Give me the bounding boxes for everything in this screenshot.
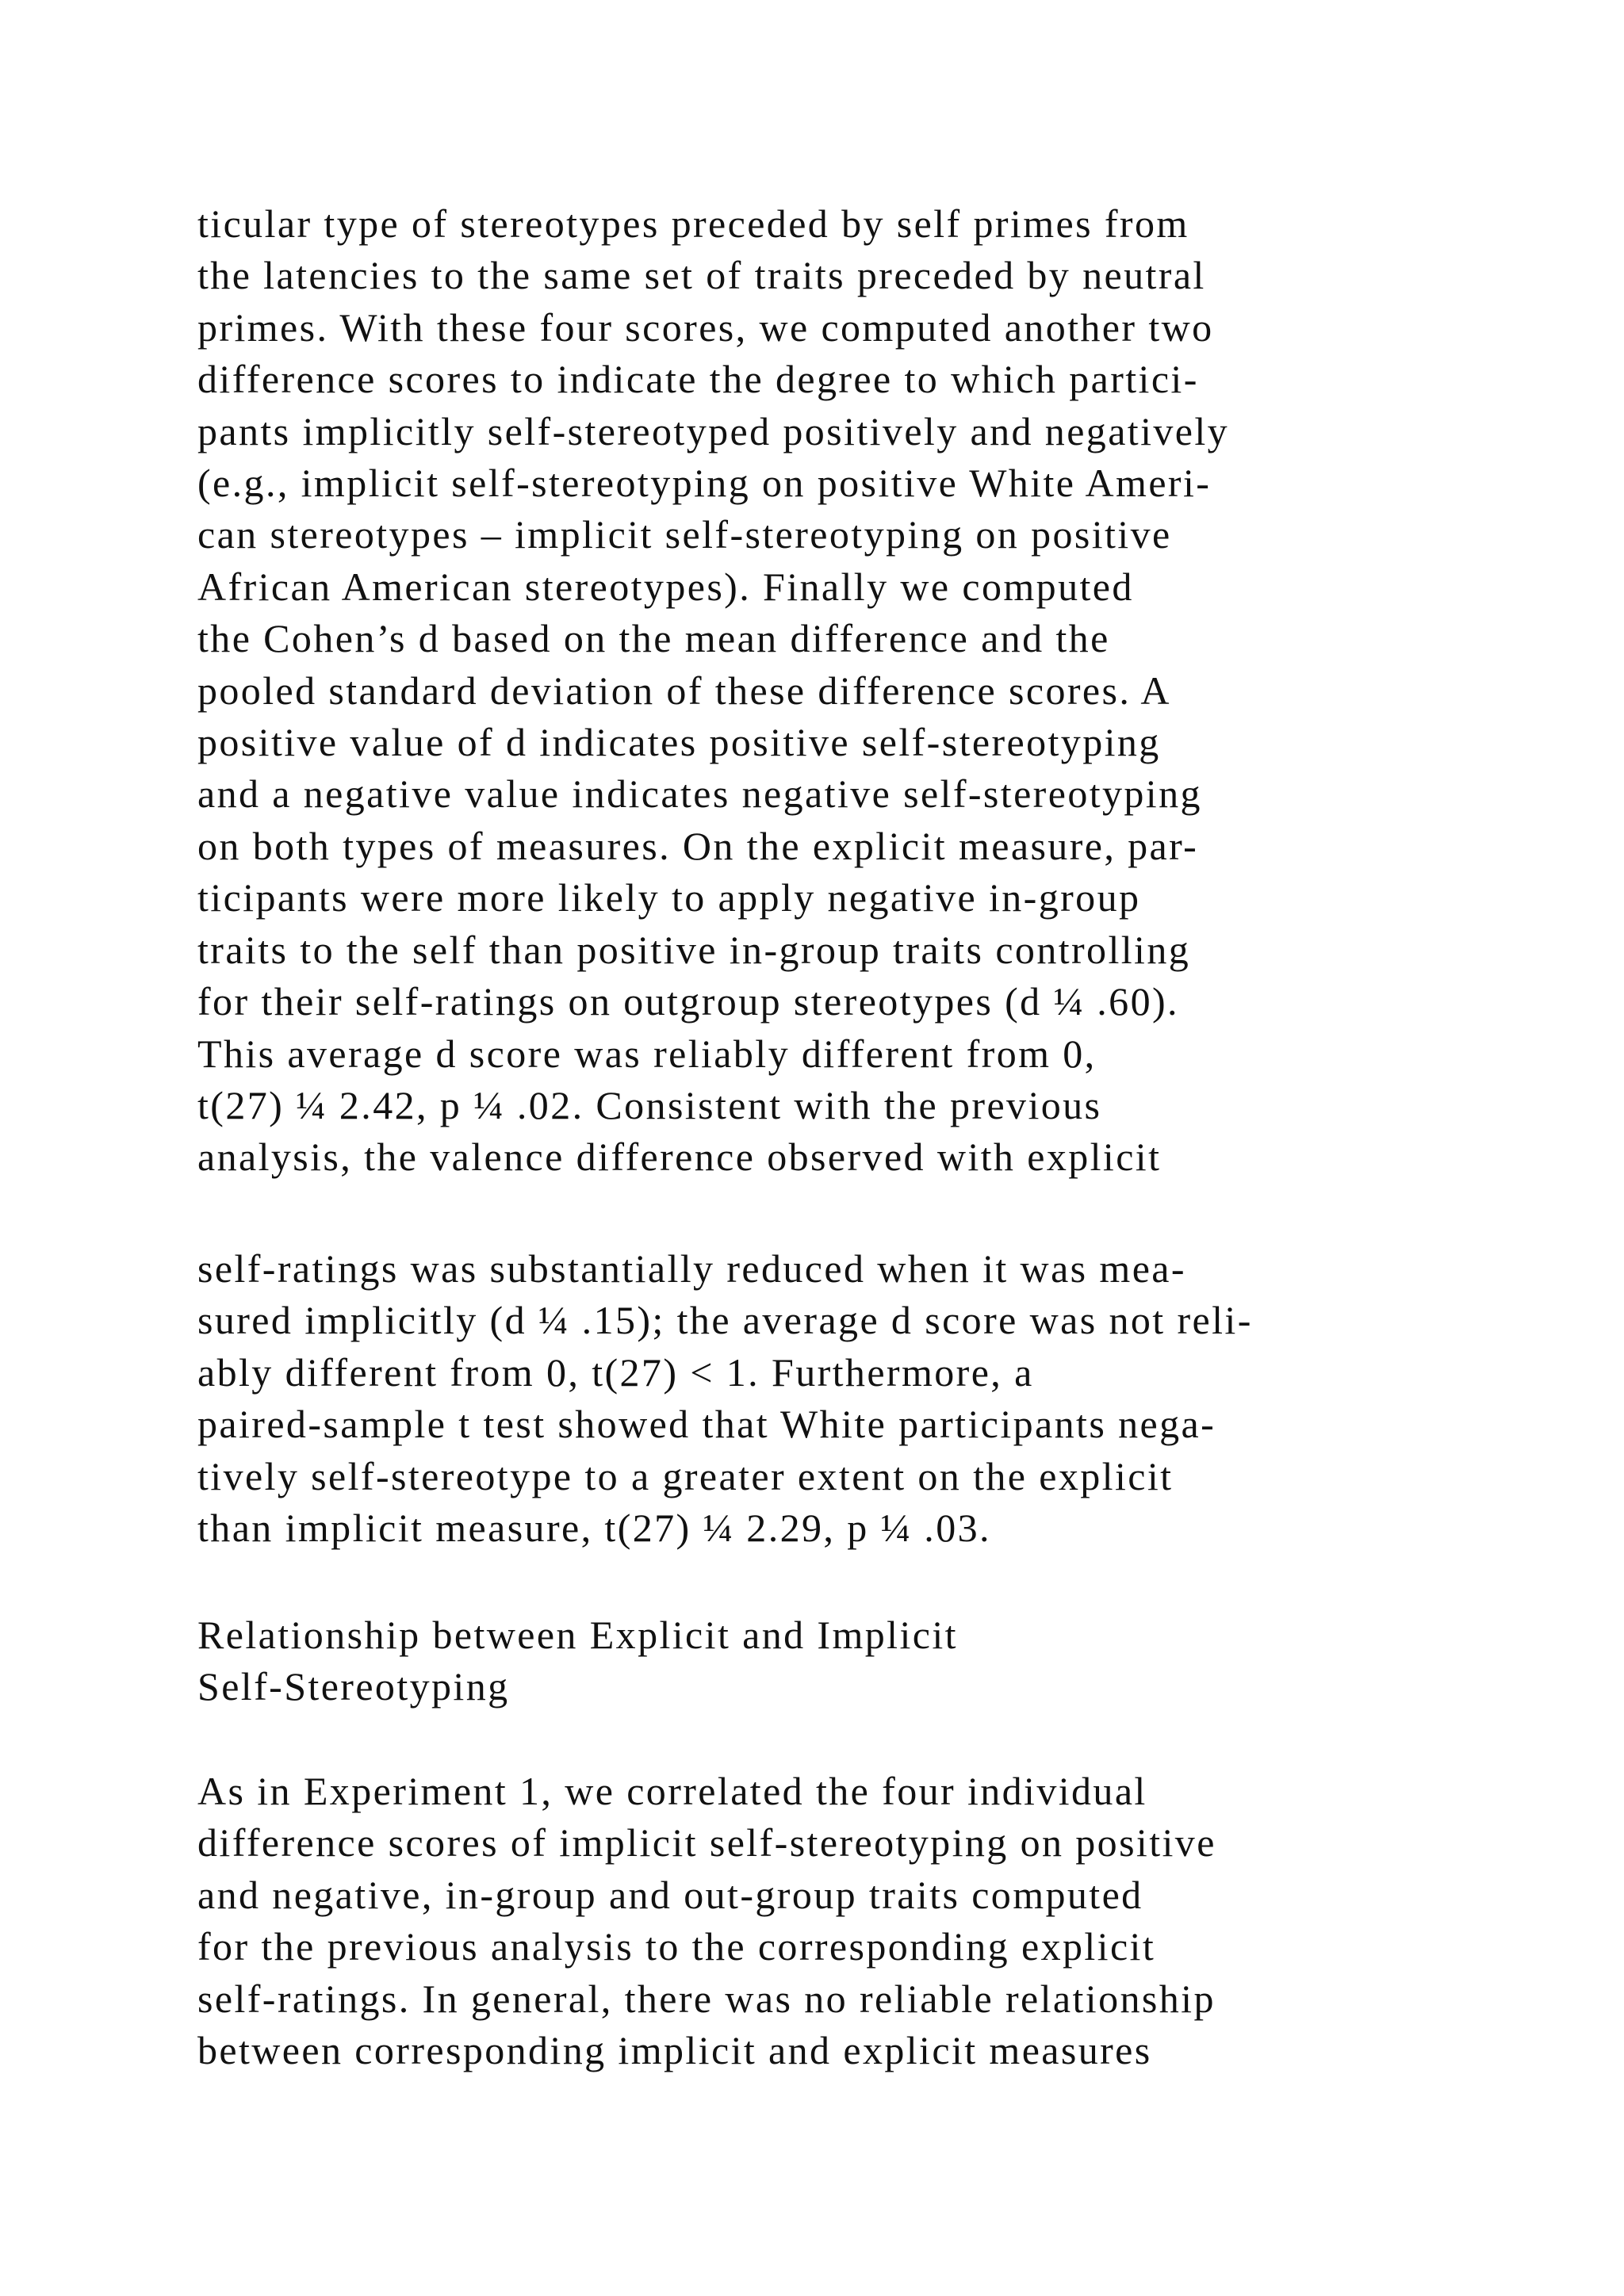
text-line: ably different from 0, t(27) < 1. Furthermore, a	[197, 1349, 1034, 1395]
text-line: difference scores to indicate the degree to which partici-	[197, 357, 1199, 402]
text-line: the latencies to the same set of traits preceded by neutral	[197, 253, 1206, 298]
body-paragraph	[197, 198, 1229, 1184]
text-line: pooled standard deviation of these difference scores. A	[197, 668, 1171, 713]
text-line: African American stereotypes). Finally we computed	[197, 564, 1134, 609]
text-line: traits to the self than positive in-group traits controlling	[197, 927, 1191, 972]
text-line: positive value of d indicates positive self-stereotyping	[197, 720, 1161, 765]
heading-line: Relationship between Explicit and Implicit	[197, 1613, 958, 1657]
text-line: (e.g., implicit self-stereotyping on positive White Ameri-	[197, 461, 1212, 506]
body-paragraph	[197, 1766, 1216, 2076]
section-heading	[197, 1609, 958, 1713]
text-line: for the previous analysis to the corresponding explicit	[197, 1924, 1156, 1969]
text-line: self-ratings. In general, there was no reliable relationship	[197, 1976, 1216, 2021]
text-line: primes. With these four scores, we computed another two	[197, 304, 1214, 350]
text-line: analysis, the valence difference observed with explicit	[197, 1135, 1162, 1180]
text-line: can stereotypes – implicit self-stereotyping on positive	[197, 512, 1172, 557]
text-line: the Cohen’s d based on the mean difference and the	[197, 616, 1110, 661]
text-line: between corresponding implicit and explicit measures	[197, 2028, 1152, 2073]
text-line: than implicit measure, t(27) ¼ 2.29, p ¼ .03.	[197, 1506, 991, 1551]
text-line: and a negative value indicates negative self-stereotyping	[197, 771, 1202, 817]
text-line: difference scores of implicit self-stereotyping on positive	[197, 1820, 1216, 1866]
text-line: As in Experiment 1, we correlated the four individual	[197, 1769, 1147, 1813]
text-line: on both types of measures. On the explicit measure, par-	[197, 823, 1199, 868]
text-line: and negative, in-group and out-group traits computed	[197, 1872, 1143, 1917]
heading-line: Self-Stereotyping	[197, 1664, 510, 1709]
text-line: ticipants were more likely to apply negative in-group	[197, 875, 1141, 920]
text-line: ticular type of stereotypes preceded by self primes from	[197, 201, 1189, 246]
text-line: for their self-ratings on outgroup stereotypes (d ¼ .60).	[197, 979, 1179, 1024]
text-line: t(27) ¼ 2.42, p ¼ .02. Consistent with the previous	[197, 1082, 1102, 1127]
text-line: paired-sample t test showed that White participants nega-	[197, 1402, 1216, 1447]
text-line: sured implicitly (d ¼ .15); the average d score was not reli-	[197, 1298, 1253, 1343]
body-paragraph	[197, 1243, 1253, 1554]
text-line: self-ratings was substantially reduced when it was mea-	[197, 1246, 1186, 1291]
text-line: tively self-stereotype to a greater extent on the explicit	[197, 1453, 1174, 1498]
text-line: pants implicitly self-stereotyped positively and negatively	[197, 408, 1230, 453]
text-line: This average d score was reliably different from 0,	[197, 1031, 1097, 1076]
